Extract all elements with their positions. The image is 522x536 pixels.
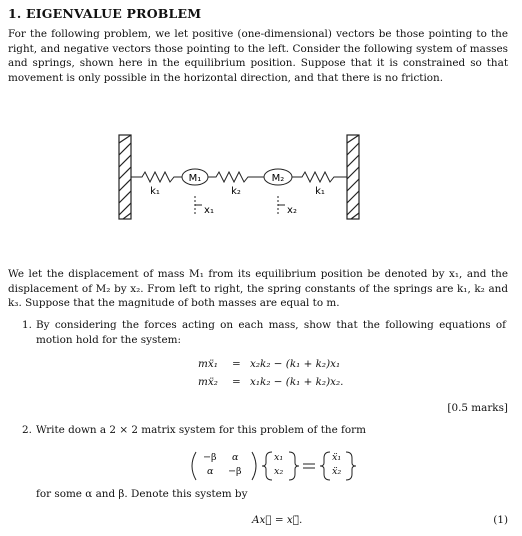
problem-heading: 1. EIGENVALUE PROBLEM: [8, 6, 202, 21]
matrix-a11: −β: [203, 452, 217, 463]
k3-label: k₁: [315, 186, 325, 197]
question-2-number: 2.: [22, 424, 32, 436]
vector-x1: x₁: [274, 452, 284, 463]
eq2-rhs: x₁k₂ − (k₁ + k₂)x₂.: [250, 376, 344, 388]
question-1-text: By considering the forces acting on each mass, show that the following equations of motion hold for the system:: [36, 319, 506, 346]
setup-paragraph: We let the displacement of mass M₁ from its equilibrium position be denoted by x₁, and the displacement of M₂ by x₂. From left to right, the spring constants of the springs are k₁, k₂ and k₃. Suppose that the magnitude of both masses are equal to m.: [8, 268, 508, 310]
mass-m1-label: M₁: [188, 173, 202, 184]
eq1-equals: =: [232, 358, 241, 370]
marks-label: [0.5 marks]: [447, 402, 508, 414]
right-wall: [347, 135, 359, 219]
left-wall: [119, 135, 131, 219]
spring-k1: [131, 172, 182, 182]
x1-label: x₁: [204, 205, 214, 216]
question-2-text: Write down a 2 × 2 matrix system for this problem of the form: [36, 424, 366, 436]
eq1-rhs: x₂k₂ − (k₁ + k₂)x₁: [250, 358, 341, 370]
eq2-equals: =: [232, 376, 241, 388]
x2-label: x₂: [287, 205, 297, 216]
k1-label: k₁: [150, 186, 160, 197]
matrix-a22: −β: [228, 466, 242, 477]
question-2-after-text: for some α and β. Denote this system by: [36, 488, 248, 500]
system-equation: Ax⃗ = x⃗̈.: [252, 514, 303, 526]
spring-k2: [208, 172, 264, 182]
spring-k3: [292, 172, 347, 182]
vector-x2: x₂: [274, 466, 284, 477]
equation-number: (1): [493, 514, 508, 526]
matrix-a21: α: [207, 466, 214, 477]
matrix-a12: α: [232, 452, 239, 463]
eq2-lhs: mẍ₂: [198, 376, 218, 388]
mass-m2-label: M₂: [271, 173, 285, 184]
intro-paragraph: For the following problem, we let positive (one-dimensional) vectors be those pointing to the right, and negative vectors those pointing to the left. Consider the following system of masses and springs, shown here in the equilibrium position. Suppose that it is constrained so that movement is only possible in the horizontal direction, and that there is no friction.: [8, 28, 508, 84]
eq1-lhs: mẍ₁: [198, 358, 218, 370]
question-1-number: 1.: [22, 319, 32, 331]
vector-x1-ddot: ẍ₁: [332, 452, 342, 463]
vector-x2-ddot: ẍ₂: [332, 466, 342, 477]
k2-label: k₂: [231, 186, 241, 197]
